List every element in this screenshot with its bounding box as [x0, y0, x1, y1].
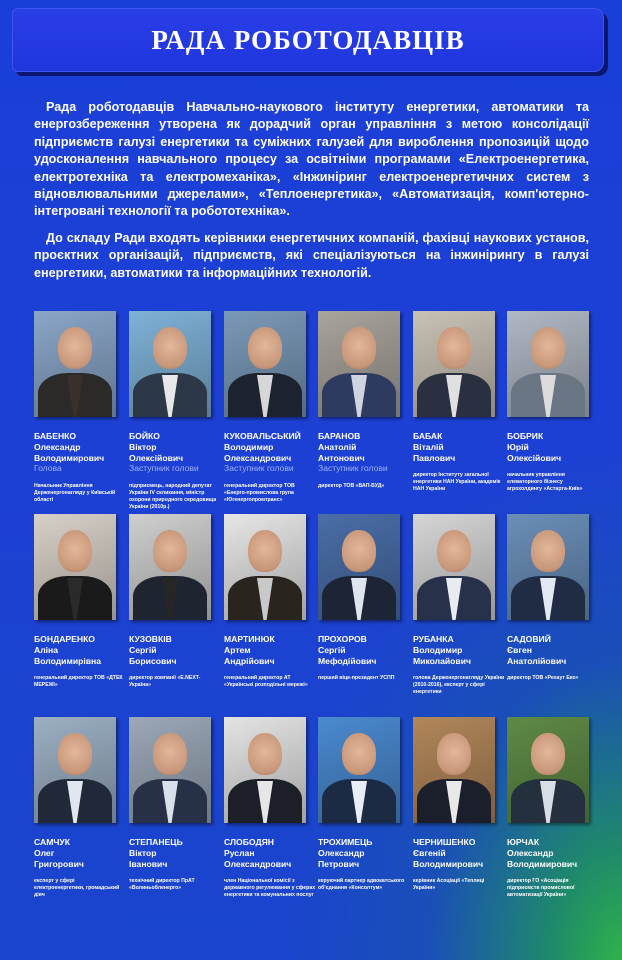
member-patronymic: Володимирович	[34, 452, 105, 463]
member-card	[318, 514, 410, 682]
member-surname: ТРОХИМЕЦЬ	[318, 837, 373, 847]
member-photo	[129, 717, 211, 823]
member-patronymic: Володимирівна	[34, 655, 101, 666]
member-patronymic: Іванович	[129, 858, 168, 869]
member-role: Заступник голови	[318, 463, 388, 474]
member-description: директор компанії «E.NEXT-Україна»	[129, 675, 201, 689]
member-card	[224, 311, 316, 504]
member-card	[507, 311, 599, 493]
member-first-name: Віталій	[413, 441, 444, 452]
member-description: технічний директор ПрАТ «Волиньобленерго»	[129, 878, 195, 892]
member-surname: БОЙКО	[129, 431, 160, 441]
member-surname: КУКОВАЛЬСЬКИЙ	[224, 431, 301, 441]
member-photo	[224, 717, 306, 823]
member-description: начальник управління елеваторного бізнесу агрохолдингу «Астарта-Київ»	[507, 472, 583, 492]
member-card	[224, 514, 316, 689]
member-surname: СЛОБОДЯН	[224, 837, 274, 847]
member-surname: ПРОХОРОВ	[318, 634, 367, 644]
member-card	[224, 717, 316, 899]
member-name	[224, 837, 316, 869]
member-patronymic: Григорович	[34, 858, 84, 869]
member-photo	[507, 717, 589, 823]
member-photo	[318, 514, 400, 620]
member-card	[34, 514, 126, 689]
member-photo	[129, 514, 211, 620]
member-first-name: Володимир	[413, 644, 463, 655]
member-patronymic: Олександрович	[224, 858, 292, 869]
member-photo	[413, 514, 495, 620]
member-name	[413, 634, 505, 666]
member-description: генеральний директор АТ «Українські розподільні мережі»	[224, 675, 308, 689]
member-description: директор Інституту загальної енергетики НАН України, академік НАН України	[413, 472, 501, 492]
member-photo	[34, 311, 116, 417]
member-description: директор ТОВ «Рехаут Еко»	[507, 675, 579, 682]
member-patronymic: Володимирович	[507, 858, 578, 869]
member-first-name: Анатолій	[318, 441, 357, 452]
title-banner	[12, 8, 604, 72]
member-first-name: Віктор	[129, 441, 157, 452]
member-patronymic: Олексійович	[129, 452, 184, 463]
member-patronymic: Миколайович	[413, 655, 471, 666]
member-surname: МАРТИНЮК	[224, 634, 275, 644]
member-first-name: Віктор	[129, 847, 157, 858]
member-patronymic: Борисович	[129, 655, 177, 666]
member-first-name: Олег	[34, 847, 55, 858]
member-description: керуючий партнер адвокатського об'єднання «Консолтум»	[318, 878, 405, 892]
member-description: перший віце-президент УСПП	[318, 675, 395, 682]
member-photo	[507, 311, 589, 417]
member-first-name: Олександр	[34, 441, 81, 452]
member-description: експерт у сфері електроенергетики, громадський діяч	[34, 878, 120, 898]
member-description: підприємець, народний депутат України IV скликання, міністр охорони природного середовища України (2010р.)	[129, 483, 217, 510]
member-role: Заступник голови	[129, 463, 199, 474]
member-surname: БАРАНОВ	[318, 431, 361, 441]
member-surname: БАБЕНКО	[34, 431, 77, 441]
member-photo	[34, 717, 116, 823]
intro-text	[34, 99, 589, 282]
member-surname: БАБАК	[413, 431, 443, 441]
member-photo	[224, 311, 306, 417]
member-description: керівник Асоціації «Теплиці України»	[413, 878, 485, 892]
member-first-name: Аліна	[34, 644, 59, 655]
member-name	[507, 634, 599, 666]
member-patronymic: Анатолійович	[507, 655, 567, 666]
member-name	[129, 634, 221, 666]
member-patronymic: Павлович	[413, 452, 456, 463]
member-surname: СТЕПАНЕЦЬ	[129, 837, 183, 847]
member-description: голова Держенергонагляду України (2010-2016), експерт у сфері енергетики	[413, 675, 505, 695]
member-description: генеральний директор ТОВ «Енерго-промислова група «Югенергопромтранс»	[224, 483, 295, 503]
member-first-name: Юрій	[507, 441, 529, 452]
member-patronymic: Володимирович	[413, 858, 484, 869]
member-first-name: Євгеній	[413, 847, 446, 858]
member-name	[507, 837, 599, 869]
member-description: член Національної комісії з державного регулювання у сферах енергетики та комунальних послуг	[224, 878, 316, 898]
member-name	[34, 431, 126, 463]
member-first-name: Олександр	[318, 847, 365, 858]
member-surname: САДОВИЙ	[507, 634, 551, 644]
member-first-name: Володимир	[224, 441, 274, 452]
member-description: генеральний директор ТОВ «ДТЕК МЕРЕЖІ»	[34, 675, 123, 689]
member-patronymic: Андрійович	[224, 655, 275, 666]
member-name	[224, 431, 316, 463]
member-name	[413, 837, 505, 869]
member-description: директор ТОВ «ВАП-БУД»	[318, 483, 385, 490]
member-card	[413, 717, 505, 892]
member-surname: КУЗОВКІВ	[129, 634, 172, 644]
member-description: директор ГО «Асоціація підприємств промислової автоматизації України»	[507, 878, 575, 898]
member-role: Заступник голови	[224, 463, 294, 474]
member-photo	[413, 717, 495, 823]
member-patronymic: Антонович	[318, 452, 365, 463]
member-first-name: Олександр	[507, 847, 554, 858]
member-surname: ЧЕРНИШЕНКО	[413, 837, 476, 847]
intro-paragraph-2: До складу Ради входять керівники енергетичних компаній, фахівці наукових установ, проєктних організацій, підприємств, які спеціалізуються на інжинірингу в галузі енергетики, автоматики та інформаційних технологій.	[34, 230, 589, 280]
member-photo	[224, 514, 306, 620]
member-name	[507, 431, 599, 463]
member-name	[413, 431, 505, 463]
member-card	[507, 717, 599, 899]
member-name	[318, 431, 410, 463]
member-name	[318, 837, 410, 869]
member-photo	[129, 311, 211, 417]
member-first-name: Артем	[224, 644, 251, 655]
member-card	[34, 717, 126, 899]
member-card	[413, 514, 505, 696]
member-card	[34, 311, 126, 504]
member-role: Голова	[34, 463, 62, 474]
member-card	[318, 717, 410, 892]
member-photo	[413, 311, 495, 417]
member-first-name: Сергій	[129, 644, 157, 655]
member-patronymic: Олександрович	[224, 452, 292, 463]
member-first-name: Євген	[507, 644, 532, 655]
member-patronymic: Петрович	[318, 858, 360, 869]
member-photo	[318, 311, 400, 417]
member-surname: БОБРИК	[507, 431, 544, 441]
member-name	[224, 634, 316, 666]
member-patronymic: Мефодійович	[318, 655, 377, 666]
member-name	[129, 837, 221, 869]
member-name	[318, 634, 410, 666]
member-surname: ЮРЧАК	[507, 837, 540, 847]
member-description: Начальник Управління Держенергонагляду у Київській області	[34, 483, 116, 503]
member-card	[129, 514, 221, 689]
member-card	[318, 311, 410, 490]
member-surname: БОНДАРЕНКО	[34, 634, 95, 644]
member-photo	[318, 717, 400, 823]
member-name	[34, 634, 126, 666]
member-patronymic: Олексійович	[507, 452, 562, 463]
member-card	[129, 311, 221, 510]
member-first-name: Руслан	[224, 847, 255, 858]
member-first-name: Сергій	[318, 644, 346, 655]
member-name	[129, 431, 221, 463]
intro-paragraph-1: Рада роботодавців Навчально-наукового інституту енергетики, автоматики та енергозбереження утворена як дорадчий орган управління з метою консолідації підприємств галузі енергетики та суміжних галузей для вироблення пропозицій щодо удосконалення навчального процесу за освітніми програмами «Електроенергетика, електротехніка та електромеханіка», «Інжиніринг електроенергетичних систем з відновлювальними джерелами», «Теплоенергетика», «Автоматизація, комп'ютерно-інтегровані технології та робототехніка».	[34, 100, 589, 219]
member-surname: РУБАНКА	[413, 634, 454, 644]
member-photo	[34, 514, 116, 620]
member-photo	[507, 514, 589, 620]
member-name	[34, 837, 126, 869]
member-card	[507, 514, 599, 682]
member-surname: САМЧУК	[34, 837, 70, 847]
member-card	[129, 717, 221, 892]
member-card	[413, 311, 505, 493]
page-title: РАДА РОБОТОДАВЦІВ	[151, 24, 465, 55]
